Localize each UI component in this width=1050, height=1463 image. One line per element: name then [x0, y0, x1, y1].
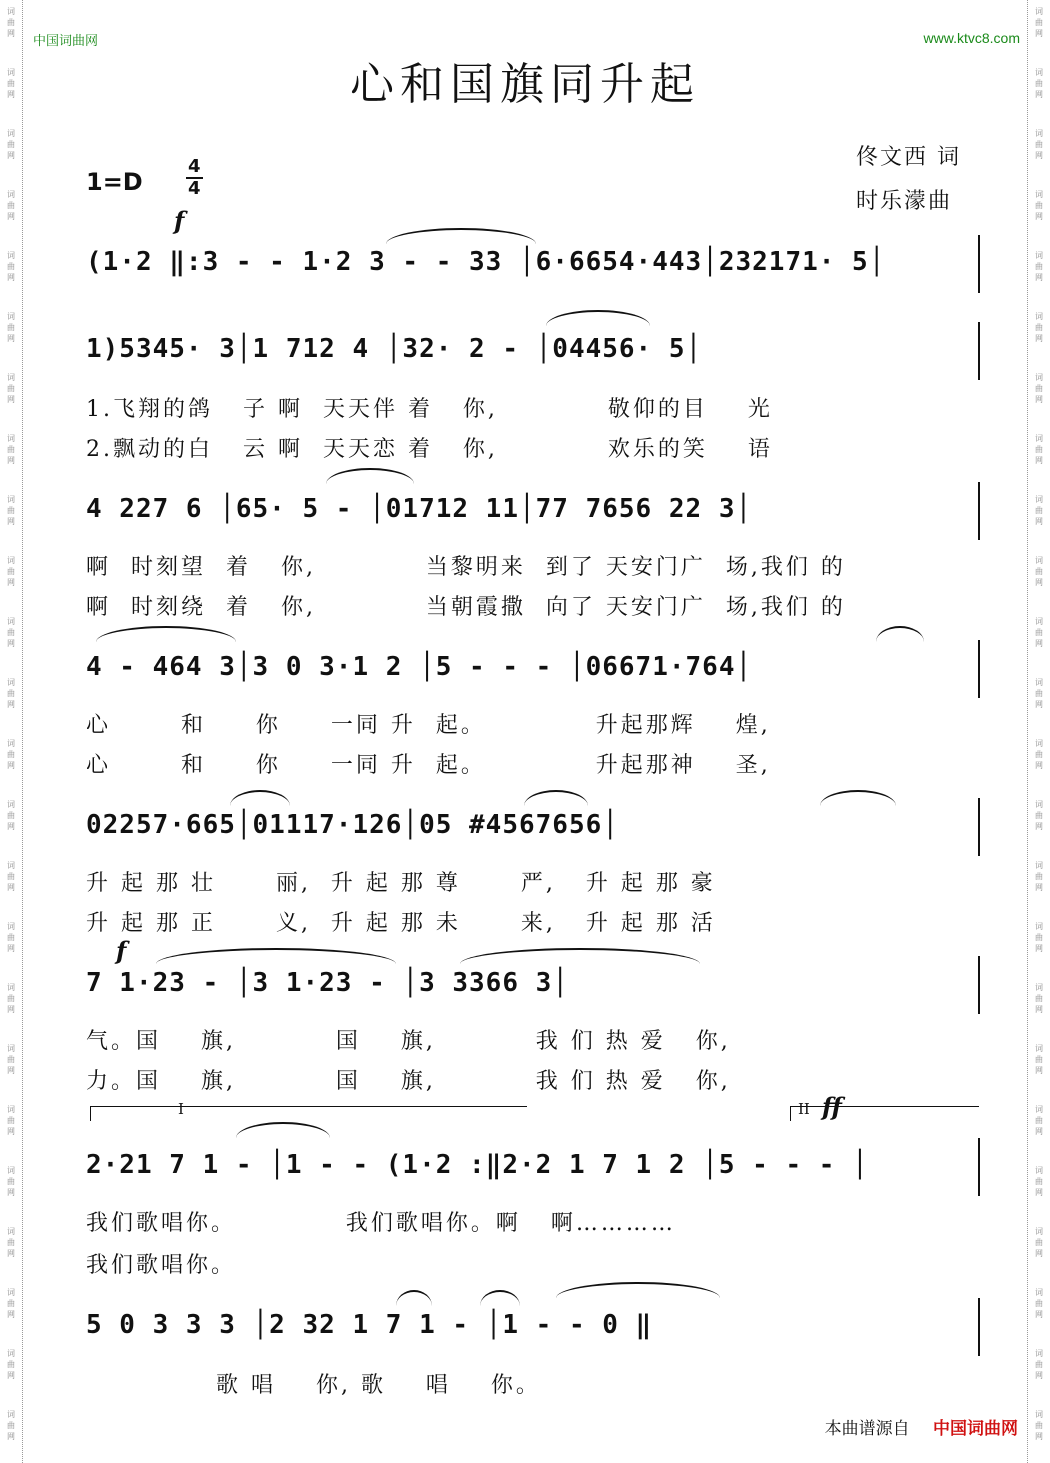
- composer-credit: 时乐濛曲: [856, 189, 953, 214]
- edge-watermark: 词 曲 网: [7, 1349, 15, 1380]
- lyric-line: 力。国 旗, 国 旗, 我 们 热 爱 你,: [86, 1069, 731, 1094]
- forte-mark-2: f: [116, 936, 127, 965]
- slur: [524, 790, 588, 806]
- score-line-8: [86, 1298, 980, 1356]
- edge-watermark: 词 曲 网: [1035, 1105, 1043, 1136]
- notes-line-5: 02257·665│01117·126│05 #4567656│: [86, 810, 619, 840]
- lyric-line: 2.飘动的白 云 啊 天天恋 着 你, 欢乐的笑 语: [86, 437, 773, 462]
- edge-watermark: 词 曲 网: [7, 556, 15, 587]
- slur: [96, 626, 236, 642]
- edge-watermark: 词 曲 网: [7, 1288, 15, 1319]
- slur: [480, 1290, 520, 1306]
- left-watermark-strip: [0, 0, 23, 1463]
- edge-watermark: 词 曲 网: [7, 434, 15, 465]
- notes-line-1: (1·2 ‖:3 - - 1·2 3 - - 33 │6·6654·443│232171· 5│: [86, 247, 886, 277]
- forte-mark: f: [174, 206, 185, 235]
- edge-watermark: 词 曲 网: [7, 68, 15, 99]
- edge-watermark: 词 曲 网: [1035, 1227, 1043, 1258]
- edge-watermark: 词 曲 网: [7, 129, 15, 160]
- edge-watermark: 词 曲 网: [7, 861, 15, 892]
- edge-watermark: 词 曲 网: [1035, 800, 1043, 831]
- fortissimo-mark: ff: [822, 1092, 842, 1121]
- edge-watermark: 词 曲 网: [1035, 312, 1043, 343]
- lyric-line: 啊 时刻望 着 你, 当黎明来 到了 天安门广 场,我们 的: [86, 555, 846, 580]
- footer-source: [825, 1414, 1018, 1439]
- score-line-2: [86, 322, 980, 380]
- edge-watermark: 词 曲 网: [7, 678, 15, 709]
- lyric-line: 心 和 你 一同 升 起。 升起那辉 煌,: [86, 713, 771, 738]
- edge-watermark: 词 曲 网: [1035, 1044, 1043, 1075]
- notes-line-8: 5 0 3 3 3 │2 32 1 7 1 - │1 - - 0 ‖: [86, 1310, 653, 1340]
- right-watermark-strip: [1027, 0, 1050, 1463]
- edge-watermark: 词 曲 网: [7, 1044, 15, 1075]
- edge-watermark: 词 曲 网: [1035, 617, 1043, 648]
- edge-watermark: 词 曲 网: [1035, 129, 1043, 160]
- lyric-line: 啊 时刻绕 着 你, 当朝霞撒 向了 天安门广 场,我们 的: [86, 595, 846, 620]
- score-line-7: [86, 1138, 980, 1196]
- edge-watermark: 词 曲 网: [7, 922, 15, 953]
- slur: [876, 626, 924, 642]
- edge-watermark: 词 曲 网: [1035, 251, 1043, 282]
- slur: [236, 1122, 330, 1138]
- lyric-line: 1.飞翔的鸽 子 啊 天天伴 着 你, 敬仰的目 光: [86, 397, 773, 422]
- edge-watermark: 词 曲 网: [7, 373, 15, 404]
- edge-watermark: 词 曲 网: [7, 251, 15, 282]
- slur: [546, 310, 650, 326]
- notes-line-6: 7 1·23 - │3 1·23 - │3 3366 3│: [86, 968, 569, 998]
- edge-watermark: 词 曲 网: [1035, 678, 1043, 709]
- edge-watermark: 词 曲 网: [1035, 190, 1043, 221]
- meter-bottom: 4: [188, 178, 201, 199]
- score-line-6: [86, 956, 980, 1014]
- score-line-4: [86, 640, 980, 698]
- edge-watermark: 词 曲 网: [1035, 7, 1043, 38]
- score-line-3: [86, 482, 980, 540]
- edge-watermark: 词 曲 网: [1035, 1410, 1043, 1441]
- lyric-line: 心 和 你 一同 升 起。 升起那神 圣,: [86, 753, 771, 778]
- edge-watermark: 词 曲 网: [1035, 373, 1043, 404]
- volta-bracket-2: [790, 1106, 979, 1121]
- edge-watermark: 词 曲 网: [7, 983, 15, 1014]
- lyric-line: 歌 唱 你, 歌 唱 你。: [216, 1373, 541, 1398]
- site-name-link[interactable]: 中国词曲网: [33, 34, 99, 49]
- notes-line-3: 4 227 6 │65· 5 - │01712 11│77 7656 22 3│: [86, 494, 753, 524]
- slur: [326, 468, 414, 484]
- edge-watermark: 词 曲 网: [7, 1410, 15, 1441]
- lyric-line: 升 起 那 壮 丽, 升 起 那 尊 严, 升 起 那 豪: [86, 871, 716, 896]
- edge-watermark: 词 曲 网: [7, 1166, 15, 1197]
- notes-line-2: 1)5345· 3│1 712 4 │32· 2 - │04456· 5│: [86, 334, 703, 364]
- edge-watermark: 词 曲 网: [1035, 739, 1043, 770]
- score-line-5: [86, 798, 980, 856]
- slur: [156, 948, 396, 964]
- edge-watermark: 词 曲 网: [7, 1105, 15, 1136]
- notes-line-7: 2·21 7 1 - │1 - - (1·2 :‖2·2 1 7 1 2 │5 - - - │: [86, 1150, 869, 1180]
- edge-watermark: 词 曲 网: [7, 1227, 15, 1258]
- edge-watermark: 词 曲 网: [7, 495, 15, 526]
- slur: [396, 1290, 432, 1306]
- lyricist-credit: 佟文西 词: [856, 145, 961, 170]
- edge-watermark: 词 曲 网: [7, 800, 15, 831]
- lyric-line: 我们歌唱你。: [86, 1253, 237, 1278]
- slur: [820, 790, 896, 806]
- lyric-line: 气。国 旗, 国 旗, 我 们 热 爱 你,: [86, 1029, 731, 1054]
- edge-watermark: 词 曲 网: [1035, 1166, 1043, 1197]
- edge-watermark: 词 曲 网: [1035, 68, 1043, 99]
- slur: [230, 790, 290, 806]
- edge-watermark: 词 曲 网: [1035, 922, 1043, 953]
- lyric-line: 我们歌唱你。 我们歌唱你。啊 啊…………: [86, 1211, 676, 1236]
- slur: [460, 948, 700, 964]
- volta-bracket-1: [90, 1106, 527, 1121]
- edge-watermark: 词 曲 网: [1035, 1288, 1043, 1319]
- edge-watermark: 词 曲 网: [7, 312, 15, 343]
- key-signature: 1=D: [86, 168, 143, 196]
- edge-watermark: 词 曲 网: [7, 7, 15, 38]
- edge-watermark: 词 曲 网: [1035, 1349, 1043, 1380]
- edge-watermark: 词 曲 网: [7, 617, 15, 648]
- edge-watermark: 词 曲 网: [1035, 983, 1043, 1014]
- time-signature: [186, 157, 203, 199]
- edge-watermark: 词 曲 网: [1035, 434, 1043, 465]
- slur: [386, 228, 536, 244]
- edge-watermark: 词 曲 网: [7, 190, 15, 221]
- footer-source-label: 本曲谱源自: [824, 1419, 910, 1439]
- slur: [556, 1282, 720, 1298]
- meter-top: 4: [188, 156, 201, 177]
- site-url-link[interactable]: www.ktvc8.com: [923, 30, 1020, 46]
- edge-watermark: 词 曲 网: [1035, 861, 1043, 892]
- song-title: 心和国旗同升起: [350, 59, 700, 110]
- edge-watermark: 词 曲 网: [1035, 556, 1043, 587]
- footer-source-link[interactable]: 中国词曲网: [933, 1419, 1018, 1439]
- notes-line-4: 4 - 464 3│3 0 3·1 2 │5 - - - │06671·764│: [86, 652, 753, 682]
- edge-watermark: 词 曲 网: [1035, 495, 1043, 526]
- lyric-line: 升 起 那 正 义, 升 起 那 未 来, 升 起 那 活: [86, 911, 716, 936]
- edge-watermark: 词 曲 网: [7, 739, 15, 770]
- volta-label-1: I: [178, 1100, 184, 1118]
- volta-label-2: II: [798, 1100, 810, 1118]
